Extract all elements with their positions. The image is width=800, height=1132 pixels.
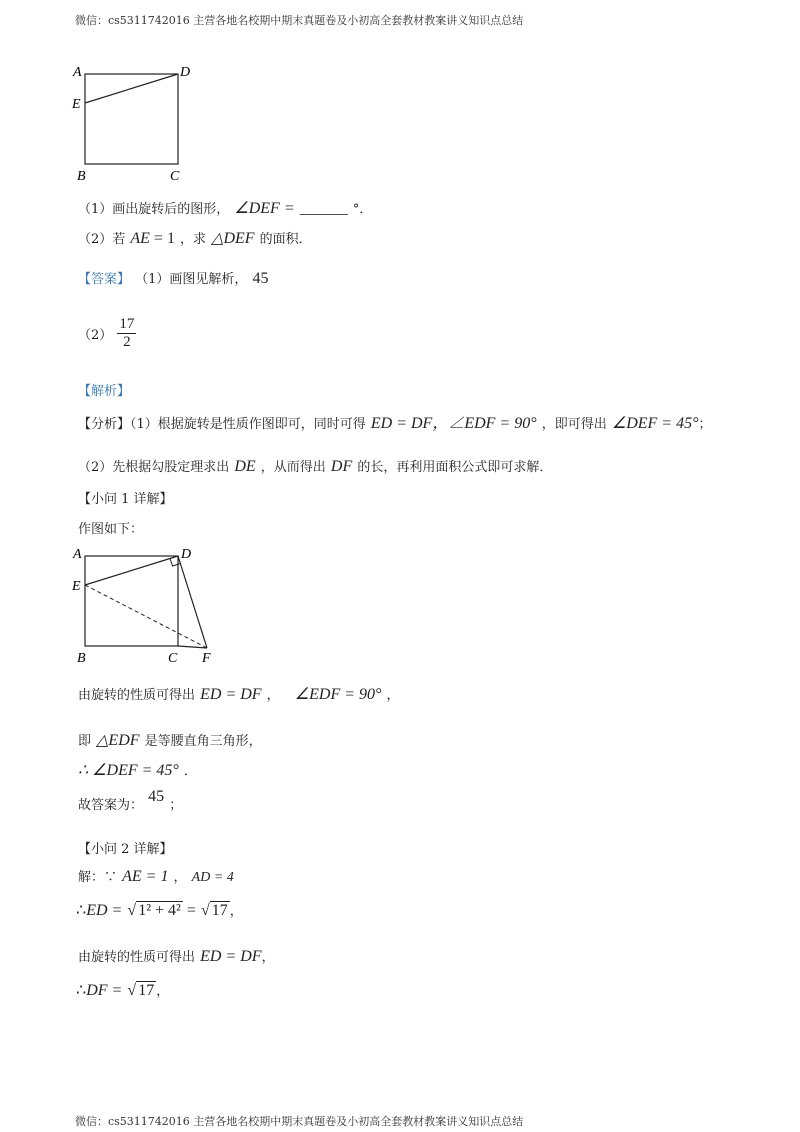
q2-mid: ，求: [180, 232, 207, 247]
s2-math: ED =: [86, 902, 123, 919]
fraction-denominator: 2: [117, 333, 136, 351]
segment-df: [178, 556, 207, 648]
r3-math: ∴ ∠DEF = 45°: [78, 762, 179, 779]
label-e: E: [72, 97, 81, 112]
fenxi-prefix: 【分析】（1）根据旋转是性质作图即可，同时可得: [78, 417, 366, 432]
square-figure-2: [70, 544, 230, 668]
label-a: A: [73, 65, 82, 80]
r4-end: ；: [169, 798, 183, 813]
analysis-fenxi: [78, 410, 712, 433]
segment-ef-dashed: [85, 585, 207, 648]
label-d: D: [180, 65, 191, 80]
solution-3: [78, 946, 275, 966]
r1-comma: ，: [266, 688, 280, 703]
question-2: [78, 228, 312, 248]
page-footer: 微信：cs5311742016 主营各地名校期中期末真题卷及小初高全套教材教案讲义知识点总结: [75, 1115, 524, 1128]
analysis-tag: 【解析】: [78, 384, 131, 399]
r2-suffix: 是等腰直角三角形，: [144, 734, 262, 749]
draw-text: 作图如下：: [78, 522, 144, 537]
s1-math-1: AE = 1: [122, 868, 169, 885]
r2-prefix: 即: [78, 734, 92, 749]
label-b: B: [77, 651, 86, 666]
s1-prefix: 解：∵: [78, 870, 118, 885]
r3-end: ．: [183, 764, 197, 779]
answer-1-text: （1）画图见解析，: [135, 272, 248, 287]
label-a: A: [73, 547, 82, 562]
s3-math: ED = DF: [200, 948, 262, 965]
reason-4: [78, 788, 183, 814]
s2-radicand: 1² + 4²: [138, 902, 181, 919]
fenxi-mid: ，即可得出: [541, 417, 607, 432]
label-e: E: [72, 579, 81, 594]
answer-tag: 【答案】: [78, 272, 131, 287]
segment-ed: [85, 74, 178, 103]
q1-suffix: °．: [352, 202, 373, 217]
line2-math-df: DF: [330, 458, 353, 475]
s2-prefix: ∴: [76, 902, 87, 919]
s3-end: ，: [261, 950, 275, 965]
r4-value: 45: [148, 788, 165, 805]
s4-prefix: ∴: [76, 982, 87, 999]
answer-1-value: 45: [252, 270, 269, 287]
label-f: F: [202, 651, 211, 666]
r2-math: △EDF: [96, 732, 140, 749]
s4-radicand: 17: [138, 982, 155, 999]
s1-comma: ，: [173, 870, 187, 885]
reason-3: [78, 760, 197, 780]
line2-suffix: 的长，再利用面积公式即可求解．: [357, 460, 553, 475]
answer-line-1: [78, 268, 268, 288]
fenxi-math-1: ED = DF: [370, 415, 433, 432]
q1-blank: ______: [299, 200, 348, 217]
label-c: C: [170, 169, 180, 184]
solution-2: ∴ED = √ 1² + 4² = √ 17 ，: [76, 902, 243, 919]
q2-math-ae-value: = 1: [149, 230, 175, 247]
s2-radicand-2: 17: [211, 902, 228, 919]
fenxi-end: ；: [698, 417, 712, 432]
r1-end: ，: [386, 688, 400, 703]
square-figure-1: [70, 62, 200, 184]
solution-4: ∴DF = √ 17 ，: [76, 982, 170, 999]
line2-prefix: （2）先根据勾股定理求出: [78, 460, 230, 475]
q2-math-ae: AE: [130, 230, 150, 247]
q2-suffix: 的面积．: [259, 232, 312, 247]
fraction-numerator: 17: [119, 316, 135, 332]
r1-math-1: ED = DF: [200, 686, 262, 703]
sub-question-1-title: 【小问 1 详解】: [78, 492, 173, 507]
label-b: B: [77, 169, 86, 184]
square-abcd: [85, 556, 178, 646]
q1-math: ∠DEF =: [234, 200, 295, 217]
answer-line-2: [78, 316, 136, 351]
label-c: C: [168, 651, 178, 666]
s2-equals: =: [182, 902, 196, 919]
square-abcd: [85, 74, 178, 164]
question-1: [78, 198, 372, 218]
segment-cf: [178, 646, 207, 648]
line2-mid: ，从而得出: [260, 460, 326, 475]
s2-end: ，: [229, 904, 243, 919]
analysis-line-2: [78, 456, 552, 476]
solution-1: [78, 866, 234, 886]
q1-prefix: （1）画出旋转后的图形，: [78, 202, 230, 217]
answer-2-fraction: [117, 316, 136, 351]
fenxi-math-2: ，∠EDF = 90°: [432, 415, 537, 432]
segment-ed: [85, 556, 178, 585]
fenxi-math-3: ∠DEF = 45°: [611, 415, 699, 432]
s1-math-2: AD = 4: [191, 870, 234, 885]
r4-prefix: 故答案为：: [78, 798, 144, 813]
label-d: D: [181, 547, 192, 562]
sub-question-2-title: 【小问 2 详解】: [78, 842, 173, 857]
answer-2-prefix: （2）: [78, 328, 113, 343]
s3-prefix: 由旋转的性质可得出: [78, 950, 196, 965]
line2-math-de: DE: [234, 458, 256, 475]
s4-math: DF =: [86, 982, 123, 999]
reason-1: [78, 684, 400, 704]
s4-end: ，: [156, 984, 170, 999]
q2-prefix: （2）若: [78, 232, 126, 247]
r1-math-2: ∠EDF = 90°: [294, 686, 382, 703]
q2-math-triangle: △DEF: [211, 230, 255, 247]
page-header: 微信：cs5311742016 主营各地名校期中期末真题卷及小初高全套教材教案讲义知识点总结: [75, 14, 524, 27]
reason-2: [78, 730, 262, 750]
r1-prefix: 由旋转的性质可得出: [78, 688, 196, 703]
